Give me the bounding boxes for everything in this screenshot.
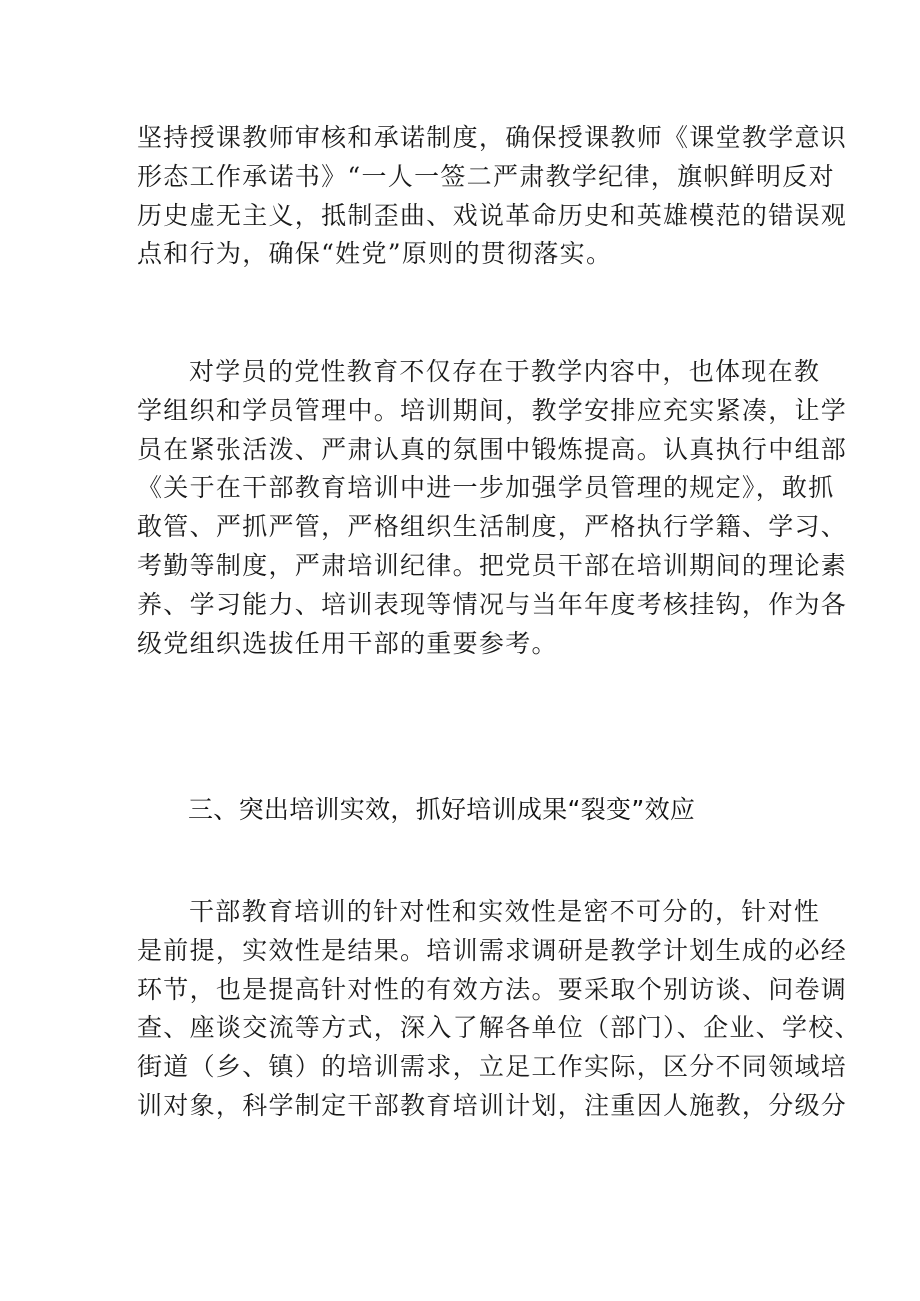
paragraph-line: 敢管、严抓严管，严格组织生活制度，严格执行学籍、学习、 bbox=[137, 512, 848, 542]
paragraph-line: 考勤等制度，严肃培训纪律。把党员干部在培训期间的理论素 bbox=[137, 550, 848, 580]
paragraph-line: 养、学习能力、培训表现等情况与当年年度考核挂钩，作为各 bbox=[137, 589, 848, 619]
paragraph-line: 环节，也是提高针对性的有效方法。要采取个别访谈、问卷调 bbox=[137, 974, 848, 1004]
paragraph-line: 级党组织选拔任用干部的重要参考。 bbox=[137, 628, 558, 658]
paragraph-line: 干部教育培训的针对性和实效性是密不可分的，针对性 bbox=[189, 897, 821, 926]
paragraph-line: 点和行为，确保“姓党”原则的贯彻落实。 bbox=[137, 239, 613, 269]
paragraph-line: 学组织和学员管理中。培训期间，教学安排应充实紧凑，让学 bbox=[137, 395, 848, 425]
paragraph-line: 对学员的党性教育不仅存在于教学内容中，也体现在教 bbox=[189, 357, 821, 386]
paragraph-3 bbox=[137, 893, 861, 1126]
section-heading: 三、突出培训实效，抓好培训成果“裂变”效应 bbox=[188, 795, 696, 824]
paragraph-line: 《关于在干部教育培训中进一步加强学员管理的规定》，敢抓 bbox=[137, 473, 835, 503]
paragraph-line: 坚持授课教师审核和承诺制度，确保授课教师《课堂教学意识 bbox=[137, 123, 848, 152]
paragraph-line: 是前提，实效性是结果。培训需求调研是教学计划生成的必经 bbox=[137, 935, 848, 965]
paragraph-line: 查、座谈交流等方式，深入了解各单位（部门）、企业、学校、 bbox=[137, 1013, 861, 1043]
paragraph-line: 形态工作承诺书》“一人一签二严肃教学纪律，旗帜鲜明反对 bbox=[137, 161, 835, 191]
paragraph-1 bbox=[137, 119, 848, 274]
paragraph-2 bbox=[137, 353, 848, 663]
paragraph-line: 历史虚无主义，抵制歪曲、戏说革命历史和英雄模范的错误观 bbox=[137, 200, 848, 230]
paragraph-line: 训对象，科学制定干部教育培训计划，注重因人施教，分级分 bbox=[137, 1090, 848, 1120]
paragraph-line: 员在紧张活泼、严肃认真的氛围中锻炼提高。认真执行中组部 bbox=[137, 434, 848, 464]
paragraph-line: 街道（乡、镇）的培训需求，立足工作实际，区分不同领域培 bbox=[137, 1052, 848, 1082]
